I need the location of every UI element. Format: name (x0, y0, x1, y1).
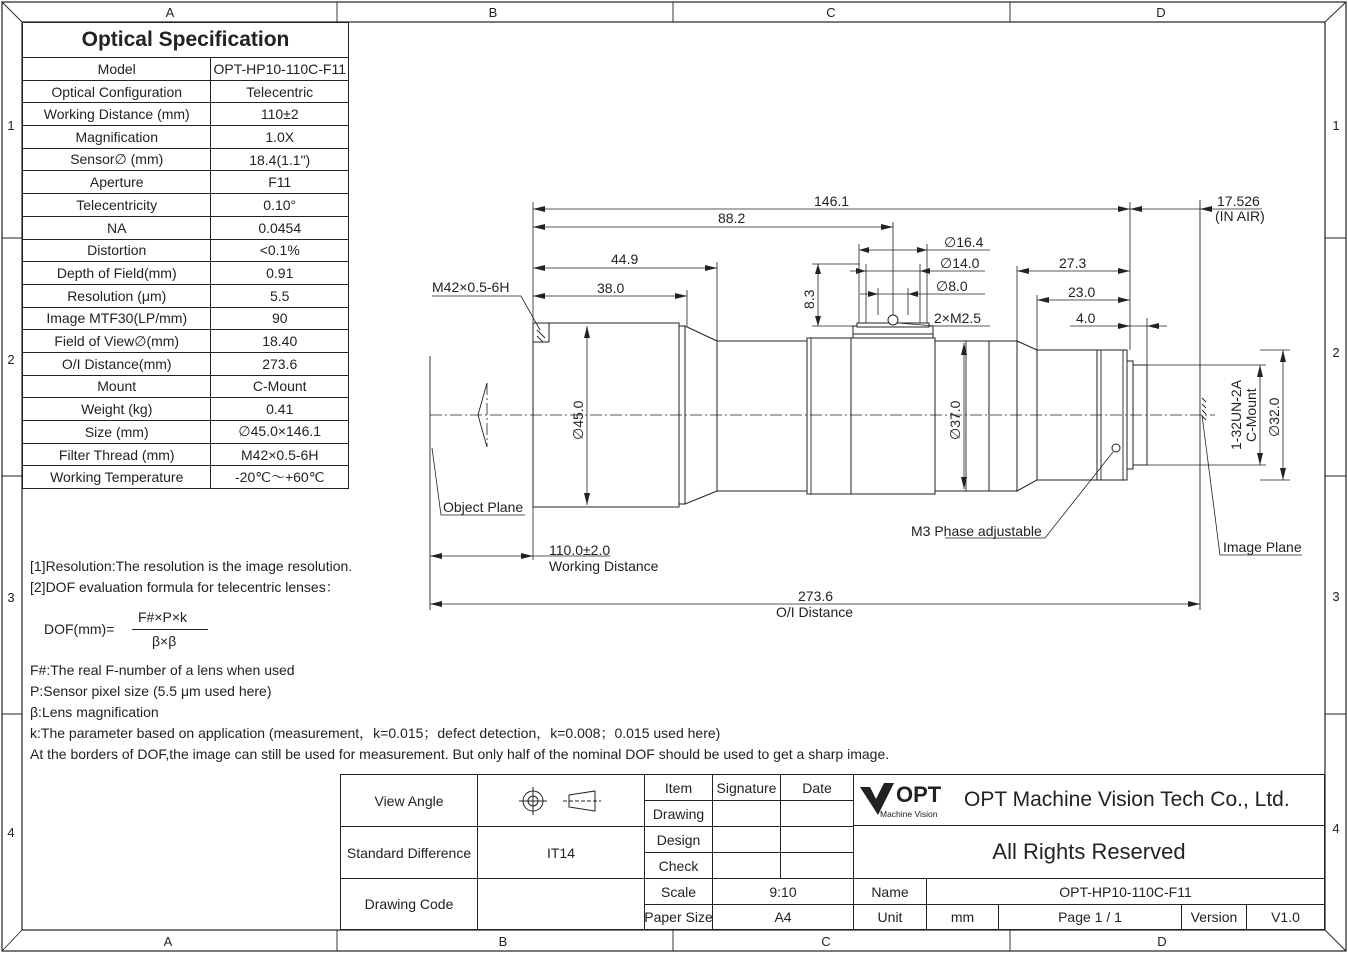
notes-definitions (30, 660, 889, 765)
spec-label: Field of View∅(mm) (23, 330, 211, 353)
formula-bar (132, 629, 208, 630)
dim-dia-45: ∅45.0 (570, 400, 586, 440)
spec-label: Aperture (23, 171, 211, 194)
dim-4: 4.0 (1076, 310, 1096, 326)
lens-body (430, 200, 1215, 610)
spec-label: Weight (kg) (23, 398, 211, 421)
formula-denominator: β×β (152, 633, 177, 649)
page-number: Page 1 / 1 (998, 904, 1182, 930)
unit-value: mm (926, 904, 999, 930)
drawing-row: Drawing (644, 800, 713, 827)
dim-oi-value: 273.6 (798, 588, 834, 604)
dim-dia-8: ∅8.0 (936, 278, 968, 294)
version-label: Version (1181, 904, 1247, 930)
col-label-b-top: B (488, 5, 498, 20)
row-label-1-left: 1 (7, 118, 15, 133)
note-f: F#:The real F-number of a lens when used (30, 662, 295, 678)
signature-header: Signature (712, 774, 781, 801)
drawing-date (780, 800, 854, 827)
spec-value: 0.91 (211, 262, 349, 285)
label-image-plane: Image Plane (1223, 539, 1302, 555)
note-resolution: [1]Resolution:The resolution is the image resolution. (30, 558, 353, 574)
row-label-4-right: 4 (1332, 821, 1340, 836)
all-rights-reserved: All Rights Reserved (853, 825, 1325, 879)
dim-oi-label: O/I Distance (776, 604, 854, 620)
row-label-3-left: 3 (7, 590, 15, 605)
col-label-d-top: D (1156, 5, 1166, 20)
dim-wd-value: 110.0±2.0 (549, 542, 611, 558)
dim-m2-5: 2×M2.5 (934, 310, 982, 326)
check-signature (712, 852, 781, 879)
spec-value: 18.4(1.1") (211, 148, 349, 171)
spec-label: Model (23, 58, 211, 81)
version-value: V1.0 (1246, 904, 1325, 930)
spec-value: OPT-HP10-110C-F11 (211, 58, 349, 81)
opt-logo-text: OPT (896, 782, 942, 807)
spec-value: <0.1% (211, 239, 349, 262)
row-label-4-left: 4 (7, 825, 15, 840)
spec-value: 1.0X (211, 126, 349, 149)
dim-38: 38.0 (597, 280, 625, 296)
spec-label: Working Distance (mm) (23, 103, 211, 126)
spec-label: NA (23, 216, 211, 239)
item-header: Item (644, 774, 713, 801)
note-b: β:Lens magnification (30, 704, 159, 720)
col-label-c-top: C (826, 5, 836, 20)
date-header: Date (780, 774, 854, 801)
row-label-2-left: 2 (7, 352, 15, 367)
dim-overall-length: 146.1 (814, 193, 850, 209)
col-label-b-bottom: B (498, 934, 508, 949)
spec-value: 273.6 (211, 352, 349, 375)
dim-in-air: (IN AIR) (1215, 208, 1265, 224)
projection-icon (511, 786, 611, 816)
spec-label: Optical Configuration (23, 80, 211, 103)
dim-23: 23.0 (1068, 284, 1096, 300)
spec-label: Distortion (23, 239, 211, 262)
scale-value: 9:10 (712, 878, 854, 905)
standard-difference-label: Standard Difference (340, 826, 478, 879)
col-label-c-bottom: C (821, 934, 831, 949)
spec-value: 18.40 (211, 330, 349, 353)
col-label-a-top: A (165, 5, 175, 20)
note-p: P:Sensor pixel size (5.5 μm used here) (30, 683, 272, 699)
check-date (780, 852, 854, 879)
company-name: OPT Machine Vision Tech Co., Ltd. (964, 788, 1290, 811)
row-label-3-right: 3 (1332, 589, 1340, 604)
label-m3-phase: M3 Phase adjustable (911, 523, 1042, 539)
spec-label: Working Temperature (23, 466, 211, 489)
spec-value: M42×0.5-6H (211, 443, 349, 466)
view-angle-symbol (477, 774, 645, 827)
col-label-d-bottom: D (1157, 934, 1167, 949)
scale-label: Scale (644, 878, 713, 905)
dim-17-526: 17.526 (1217, 193, 1260, 209)
spec-label: Sensor∅ (mm) (23, 148, 211, 171)
formula-lhs: DOF(mm)= (44, 621, 115, 637)
note-border: At the borders of DOF,the image can still be used for measurement. But only half of the nominal DOF should be used to get a sharp image. (30, 746, 890, 762)
spec-label: Mount (23, 375, 211, 398)
opt-logo-subtitle: Machine Vision (880, 809, 938, 819)
dim-8-3: 8.3 (801, 289, 817, 309)
spec-value: 0.0454 (211, 216, 349, 239)
dim-thread: 1-32UN-2A (1228, 379, 1244, 450)
dim-dia-32: ∅32.0 (1266, 397, 1282, 437)
spec-value: -20℃～+60℃ (211, 466, 349, 489)
design-signature (712, 826, 781, 853)
row-label-2-right: 2 (1332, 345, 1340, 360)
name-label: Name (853, 878, 927, 905)
spec-title: Optical Specification (23, 23, 349, 58)
notes (30, 556, 352, 598)
dim-dia-14: ∅14.0 (940, 255, 980, 271)
title-block (340, 774, 1325, 930)
unit-label: Unit (853, 904, 927, 930)
name-value: OPT-HP10-110C-F11 (926, 878, 1325, 905)
view-angle-label: View Angle (340, 774, 478, 827)
dim-88: 88.2 (718, 210, 746, 226)
spec-value: 5.5 (211, 284, 349, 307)
spec-value: ∅45.0×146.1 (211, 421, 349, 444)
spec-value: Telecentric (211, 80, 349, 103)
dim-27: 27.3 (1059, 255, 1087, 271)
dim-44: 44.9 (611, 251, 639, 267)
row-label-1-right: 1 (1332, 118, 1340, 133)
formula-numerator: F#×P×k (138, 609, 188, 625)
paper-size-value: A4 (712, 904, 854, 930)
spec-label: Resolution (μm) (23, 284, 211, 307)
drawing-code-value (477, 878, 645, 930)
drawing-code-label: Drawing Code (340, 878, 478, 930)
dim-dia-16-4: ∅16.4 (944, 234, 984, 250)
dim-cmount: C-Mount (1243, 388, 1259, 442)
note-k: k:The parameter based on application (measurement，k=0.015；defect detection，k=0.008；0.015 used here) (30, 725, 721, 741)
company-header (853, 774, 1325, 826)
spec-label: Telecentricity (23, 194, 211, 217)
check-row: Check (644, 852, 713, 879)
paper-size-label: Paper Size (644, 904, 713, 930)
spec-value: F11 (211, 171, 349, 194)
drawing-signature (712, 800, 781, 827)
col-label-a-bottom: A (163, 934, 173, 949)
spec-label: Depth of Field(mm) (23, 262, 211, 285)
design-row: Design (644, 826, 713, 853)
spec-label: Filter Thread (mm) (23, 443, 211, 466)
spec-value: C-Mount (211, 375, 349, 398)
spec-value: 90 (211, 307, 349, 330)
standard-difference-value: IT14 (477, 826, 645, 879)
label-object-plane: Object Plane (443, 499, 524, 515)
spec-label: O/I Distance(mm) (23, 352, 211, 375)
dim-wd-label: Working Distance (549, 558, 659, 574)
spec-label: Image MTF30(LP/mm) (23, 307, 211, 330)
spec-value: 110±2 (211, 103, 349, 126)
design-date (780, 826, 854, 853)
optical-spec-table (22, 22, 349, 489)
dim-m42: M42×0.5-6H (432, 279, 510, 295)
spec-label: Size (mm) (23, 421, 211, 444)
note-dof-formula: [2]DOF evaluation formula for telecentric lenses： (30, 579, 340, 595)
spec-value: 0.10° (211, 194, 349, 217)
spec-label: Magnification (23, 126, 211, 149)
dim-dia-37: ∅37.0 (947, 400, 963, 440)
spec-value: 0.41 (211, 398, 349, 421)
